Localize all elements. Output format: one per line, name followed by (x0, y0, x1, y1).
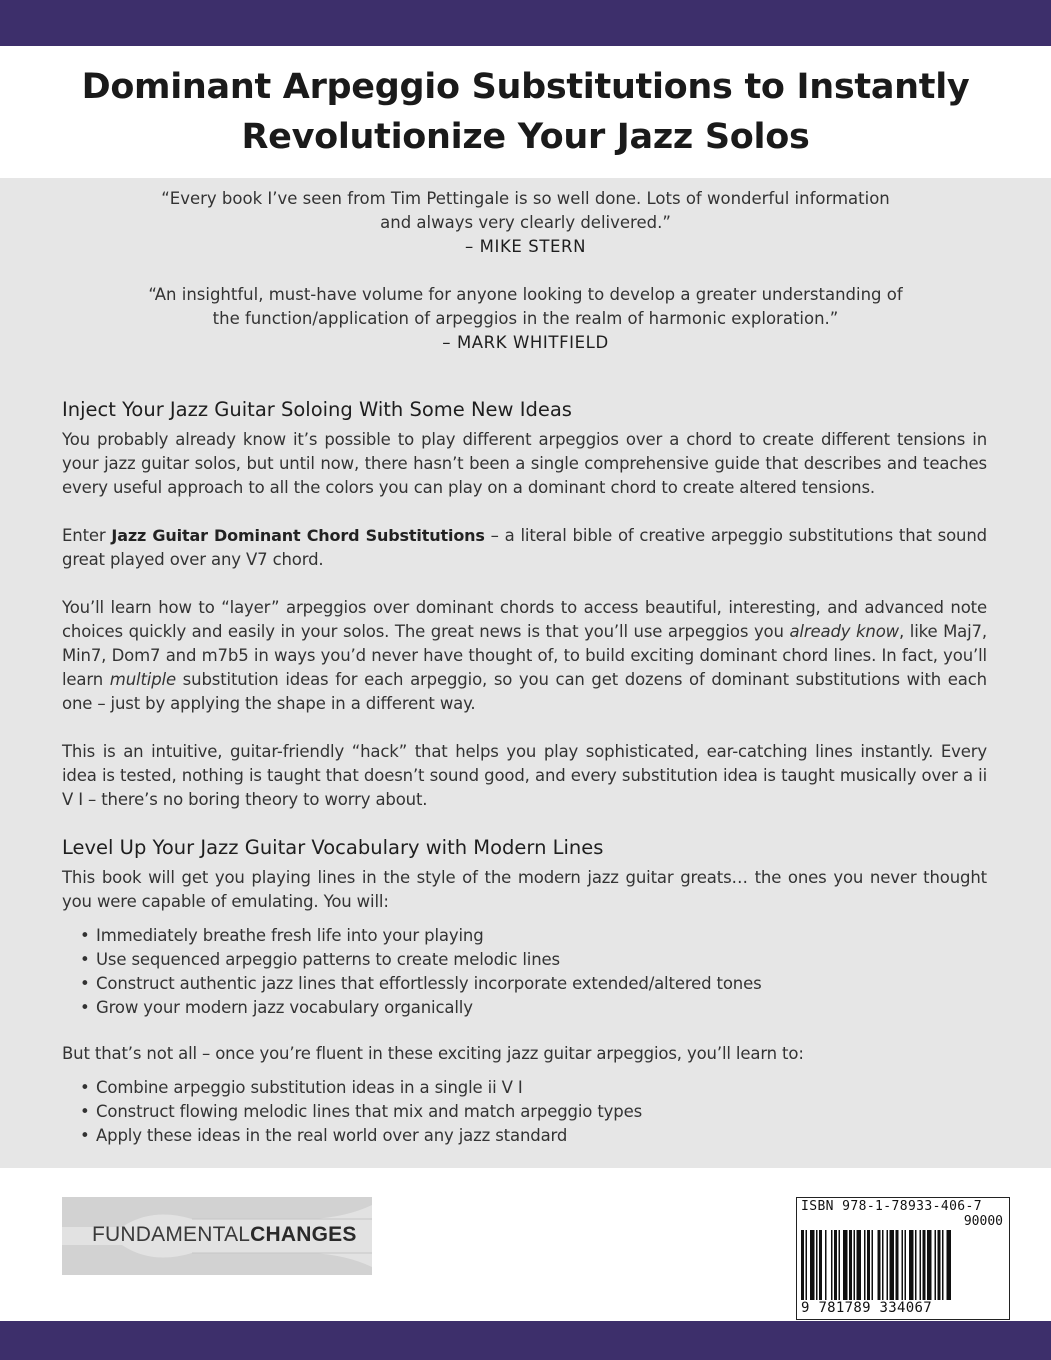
barcode-bar (819, 1230, 822, 1300)
barcode-bars (801, 1230, 1005, 1300)
paragraph-2 (62, 524, 987, 572)
text-emphasis: already know (789, 622, 900, 641)
bottom-color-band (0, 1321, 1051, 1360)
title-area (0, 46, 1051, 178)
list-item-text: Construct flowing melodic lines that mix and match arpeggio types (96, 1102, 643, 1121)
quote-mike-stern (0, 187, 1051, 259)
barcode-bar (920, 1230, 922, 1300)
list-item (80, 924, 987, 948)
title-line-2: Revolutionize Your Jazz Solos (241, 117, 810, 157)
barcode-bar (867, 1230, 870, 1300)
barcode-bar (878, 1230, 881, 1300)
barcode-bar (849, 1230, 852, 1300)
list-item-text: Immediately breathe fresh life into your playing (96, 926, 484, 945)
barcode-bar (825, 1230, 827, 1300)
bullet-list-1 (80, 924, 987, 1020)
list-item-text: Combine arpeggio substitution ideas in a single ii V I (96, 1078, 523, 1097)
section-heading-1: Inject Your Jazz Guitar Soloing With Some New Ideas (62, 398, 572, 421)
top-color-band (0, 0, 1051, 46)
paragraph-6: But that’s not all – once you’re fluent in these exciting jazz guitar arpeggios, you’ll learn to: (62, 1044, 804, 1063)
list-item-text: Apply these ideas in the real world over any jazz standard (96, 1126, 568, 1145)
text-run: Enter (62, 526, 112, 545)
barcode-bar (887, 1230, 889, 1300)
list-item (80, 1076, 987, 1100)
page-title (0, 46, 1051, 162)
quote-mark-whitfield (0, 283, 1051, 355)
isbn-label: ISBN 978-1-78933-406-7 (801, 1199, 982, 1214)
bullet-icon: • (80, 1102, 90, 1121)
bullet-icon: • (80, 998, 90, 1017)
paragraph-5: This book will get you playing lines in the style of the modern jazz guitar greats… the ones you never thought you were capable of emulating. You will: (62, 868, 987, 911)
price-code: 90000 (963, 1214, 1003, 1229)
paragraph-3 (62, 596, 987, 716)
bullet-icon: • (80, 1126, 90, 1145)
barcode-bar (816, 1230, 818, 1300)
quote-line: “Every book I’ve seen from Tim Pettingale is so well done. Lots of wonderful information (161, 189, 890, 208)
logo-text (92, 1223, 357, 1247)
publisher-logo (62, 1197, 372, 1275)
list-item (80, 996, 987, 1020)
quote-author: – MARK WHITFIELD (442, 333, 609, 352)
bullet-list-2 (80, 1076, 987, 1148)
barcode-bar (806, 1230, 808, 1300)
list-item-text: Grow your modern jazz vocabulary organically (96, 998, 473, 1017)
barcode-bar (810, 1230, 815, 1300)
text-run: You’ll learn how to “layer” arpeggios over dominant chords to access beautiful, interesting, and advanced note choices quickly and easily in your solos. The great news is that you’ll use arpeggios you (62, 598, 987, 641)
text-run: substitution ideas for each arpeggio, so you can get dozens of dominant substitutions with each one – just by applying the shape in a different way. (62, 670, 987, 713)
quote-line: and always very clearly delivered.” (380, 213, 671, 232)
barcode-bar (864, 1230, 866, 1300)
barcode-bar (854, 1230, 856, 1300)
logo-text-bold: CHANGES (250, 1223, 357, 1246)
barcode-bar (890, 1230, 895, 1300)
barcode-bar (882, 1230, 884, 1300)
barcode-bar (902, 1230, 904, 1300)
barcode-bar (857, 1230, 862, 1300)
barcode-bar (872, 1230, 874, 1300)
quote-line: “An insightful, must-have volume for anyone looking to develop a greater understanding of (148, 285, 903, 304)
paragraph-4: This is an intuitive, guitar-friendly “hack” that helps you play sophisticated, ear-catching lines instantly. Every idea is tested, nothing is taught that doesn’t sound good, and every substitution idea is taught musically over a ii V I – there’s no boring theory to worry about. (62, 742, 987, 809)
barcode-bar (905, 1230, 907, 1300)
list-item (80, 972, 987, 996)
description (62, 396, 987, 1148)
quote-line: the function/application of arpeggios in the realm of harmonic exploration.” (212, 309, 839, 328)
barcode-bar (915, 1230, 917, 1300)
isbn-barcode (796, 1197, 1010, 1320)
content-panel (0, 178, 1051, 1168)
bullet-icon: • (80, 950, 90, 969)
title-line-1: Dominant Arpeggio Substitutions to Instantly (81, 67, 970, 107)
barcode-bar (927, 1230, 932, 1300)
barcode-bar (938, 1230, 941, 1300)
barcode-bar (834, 1230, 837, 1300)
list-item (80, 1100, 987, 1124)
logo-text-part: FUNDAMENTAL (92, 1223, 251, 1246)
barcode-bar (947, 1230, 952, 1300)
barcode-bar (831, 1230, 833, 1300)
barcode-bar (909, 1230, 914, 1300)
barcode-bar (839, 1230, 841, 1300)
bullet-icon: • (80, 926, 90, 945)
text-run: , like Maj7, Min7, Dom7 and m7b5 in ways you’d never have thought of, to build exciting dominant chord lines. In fact, you’ll learn (62, 622, 988, 689)
text-emphasis: multiple (109, 670, 176, 689)
paragraph-1: You probably already know it’s possible to play different arpeggios over a chord to create different tensions in your jazz guitar solos, but until now, there hasn’t been a single comprehensive guide that describes and teaches every useful approach to all the colors you can play on a dominant chord to create altered tensions. (62, 430, 987, 497)
barcode-bar (942, 1230, 944, 1300)
bullet-icon: • (80, 974, 90, 993)
list-item-text: Use sequenced arpeggio patterns to create melodic lines (96, 950, 560, 969)
barcode-digits: 9 781789 334067 (801, 1300, 932, 1316)
barcode-bar (843, 1230, 848, 1300)
text-run: – a literal bible of creative arpeggio substitutions that sound great played over any V7 chord. (62, 526, 987, 569)
barcode-bar (896, 1230, 899, 1300)
bullet-icon: • (80, 1078, 90, 1097)
book-title: Jazz Guitar Dominant Chord Substitutions (111, 526, 485, 545)
section-heading-2: Level Up Your Jazz Guitar Vocabulary with Modern Lines (62, 836, 604, 859)
quote-author: – MIKE STERN (464, 237, 587, 256)
list-item (80, 948, 987, 972)
barcode-bar (923, 1230, 926, 1300)
barcode-bar (935, 1230, 937, 1300)
list-item (80, 1124, 987, 1148)
barcode-bar (801, 1230, 804, 1300)
list-item-text: Construct authentic jazz lines that effortlessly incorporate extended/altered tones (96, 974, 762, 993)
